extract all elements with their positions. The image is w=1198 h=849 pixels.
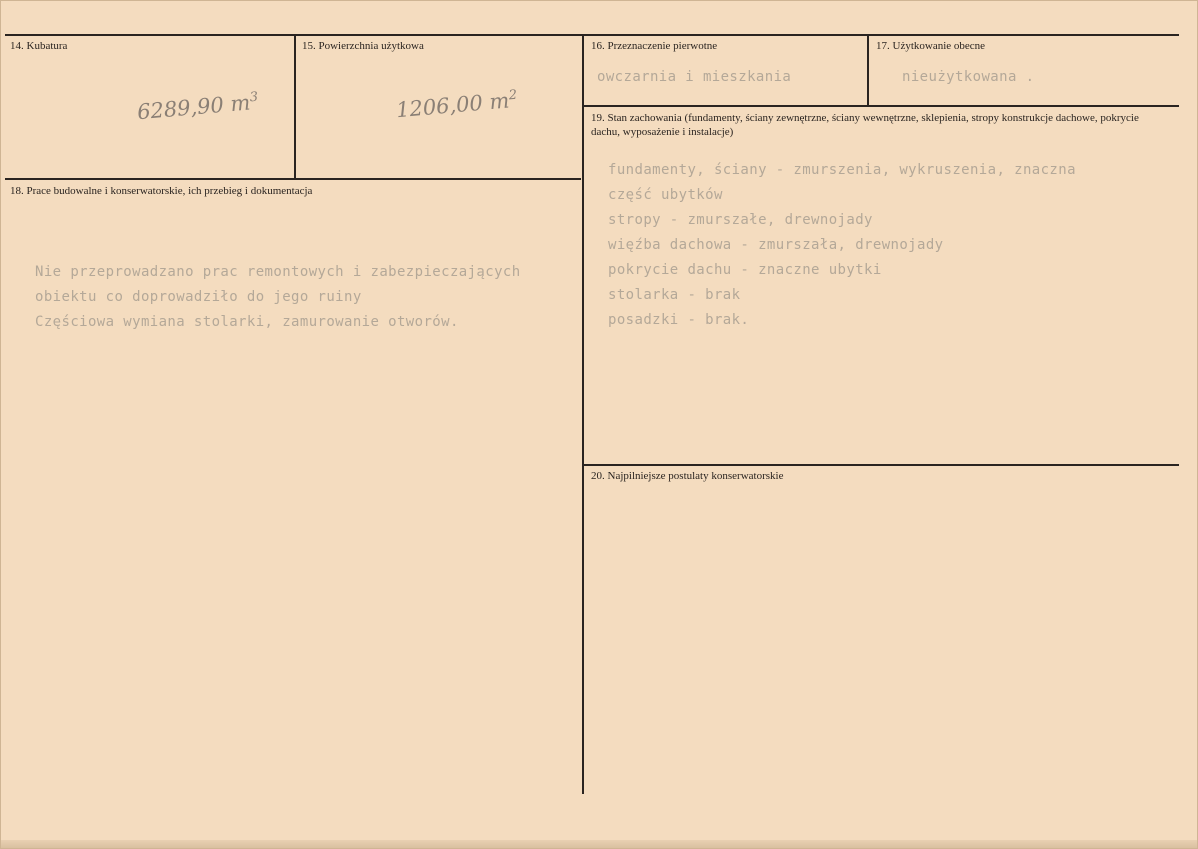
prace-line: Nie przeprowadzano prac remontowych i zabezpieczających: [35, 264, 521, 280]
powierzchnia-number: 1206,00 m: [395, 88, 511, 123]
top-rule: [5, 34, 1179, 36]
divider-14-15: [294, 34, 296, 178]
stan-label: 19. Stan zachowania (fundamenty, ściany zewnętrzne, ściany wewnętrzne, sklepienia, stropy konstrukcje dachowe, pokrycie dachu, wyposażenie i instalacje): [591, 112, 1139, 138]
stan-text: [608, 158, 1076, 333]
kubatura-value: [136, 90, 259, 125]
powierzchnia-value: [395, 88, 518, 123]
powierzchnia-unit-exponent: 2: [508, 87, 518, 104]
prace-line: obiektu co doprowadziło do jego ruiny: [35, 289, 362, 305]
stan-line: posadzki - brak.: [608, 312, 750, 328]
stan-line: pokrycie dachu - znaczne ubytki: [608, 262, 882, 278]
stan-line: fundamenty, ściany - zmurszenia, wykruszenia, znaczna: [608, 162, 1076, 178]
postulaty-label: 20. Najpilniejsze postulaty konserwatorskie: [591, 470, 784, 482]
kubatura-label: 14. Kubatura: [10, 40, 68, 52]
prace-line: Częściowa wymiana stolarki, zamurowanie otworów.: [35, 314, 459, 330]
stan-line: stolarka - brak: [608, 287, 741, 303]
powierzchnia-label: 15. Powierzchnia użytkowa: [302, 40, 424, 52]
przeznaczenie-value: owczarnia i mieszkania: [597, 69, 792, 85]
rule-under-16-17: [582, 105, 1179, 107]
stan-line: więźba dachowa - zmurszała, drewnojady: [608, 237, 944, 253]
prace-label: 18. Prace budowalne i konserwatorskie, ich przebieg i dokumentacja: [10, 185, 313, 197]
uzytkowanie-label: 17. Użytkowanie obecne: [876, 40, 986, 52]
uzytkowanie-value: nieużytkowana .: [902, 69, 1035, 85]
prace-text: [35, 260, 521, 335]
stan-line: część ubytków: [608, 187, 723, 203]
rule-under-14-15: [5, 178, 581, 180]
stan-line: stropy - zmurszałe, drewnojady: [608, 212, 873, 228]
rule-under-19: [582, 464, 1179, 466]
center-divider: [582, 34, 584, 794]
divider-16-17: [867, 34, 869, 106]
przeznaczenie-label: 16. Przeznaczenie pierwotne: [591, 40, 718, 52]
kubatura-number: 6289,90 m: [136, 90, 252, 125]
kubatura-unit-exponent: 3: [249, 89, 259, 106]
